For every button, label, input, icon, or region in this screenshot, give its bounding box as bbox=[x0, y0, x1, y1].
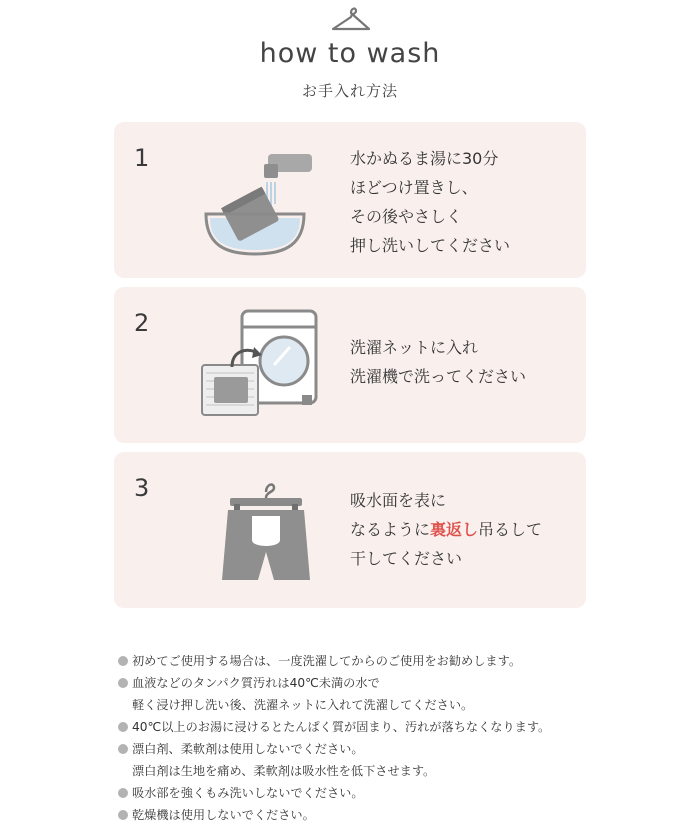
note-item bbox=[118, 716, 550, 738]
page-title: how to wash bbox=[259, 38, 441, 69]
step-card-2 bbox=[114, 287, 586, 443]
bullet-icon bbox=[118, 722, 128, 732]
note-text: 軽く浸け押し洗い後、洗濯ネットに入れて洗濯してください。 bbox=[132, 698, 474, 712]
note-item bbox=[118, 738, 550, 782]
note-item bbox=[118, 650, 550, 672]
note-item bbox=[118, 804, 550, 826]
page-subtitle: お手入れ方法 bbox=[301, 82, 398, 100]
step-line: 干してください bbox=[350, 549, 463, 568]
step-line: 吸水面を表に bbox=[350, 491, 447, 510]
note-text: 40℃以上のお湯に浸けるとたんぱく質が固まり、汚れが落ちなくなります。 bbox=[132, 720, 551, 734]
note-text: 漂白剤、柔軟剤は使用しないでください。 bbox=[132, 742, 364, 756]
note-text: 吸水部を強くもみ洗いしないでください。 bbox=[132, 786, 364, 800]
care-notes bbox=[118, 650, 550, 826]
bullet-icon bbox=[118, 744, 128, 754]
step-line: その後やさしく bbox=[350, 207, 463, 226]
washing-machine-net-icon bbox=[198, 305, 324, 425]
step-line: ほどつけ置きし、 bbox=[350, 178, 478, 197]
bullet-icon bbox=[118, 788, 128, 798]
note-text: 漂白剤は生地を痛め、柔軟剤は吸水性を低下させます。 bbox=[132, 764, 436, 778]
bullet-icon bbox=[118, 810, 128, 820]
bullet-icon bbox=[118, 656, 128, 666]
step-line-text: 吊るして bbox=[478, 520, 543, 539]
step-line: 水かぬるま湯に30分 bbox=[350, 149, 499, 168]
note-text: 初めてご使用する場合は、一度洗濯してからのご使用をお勧めします。 bbox=[132, 654, 522, 668]
note-item bbox=[118, 672, 550, 716]
step-text bbox=[350, 486, 542, 573]
step-number: 2 bbox=[134, 309, 150, 337]
step-line: 押し洗いしてください bbox=[350, 236, 511, 255]
step-text bbox=[350, 333, 526, 391]
basin-soak-icon bbox=[204, 146, 324, 258]
step-card-1 bbox=[114, 122, 586, 278]
step-card-3 bbox=[114, 452, 586, 608]
note-text: 乾燥機は使用しないでください。 bbox=[132, 808, 315, 822]
highlight-text: 裏返し bbox=[430, 520, 479, 539]
hanging-shorts-icon bbox=[218, 474, 314, 592]
step-number: 3 bbox=[134, 474, 150, 502]
step-line: 洗濯機で洗ってください bbox=[350, 367, 527, 386]
step-line-text: なるように bbox=[350, 520, 431, 539]
step-text bbox=[350, 144, 510, 260]
step-line: 洗濯ネットに入れ bbox=[350, 338, 479, 357]
step-number: 1 bbox=[134, 144, 150, 172]
note-item bbox=[118, 782, 550, 804]
bullet-icon bbox=[118, 678, 128, 688]
note-text: 血液などのタンパク質汚れは40℃未満の水で bbox=[132, 676, 380, 690]
hanger-icon bbox=[330, 4, 372, 36]
step-line bbox=[350, 515, 542, 544]
